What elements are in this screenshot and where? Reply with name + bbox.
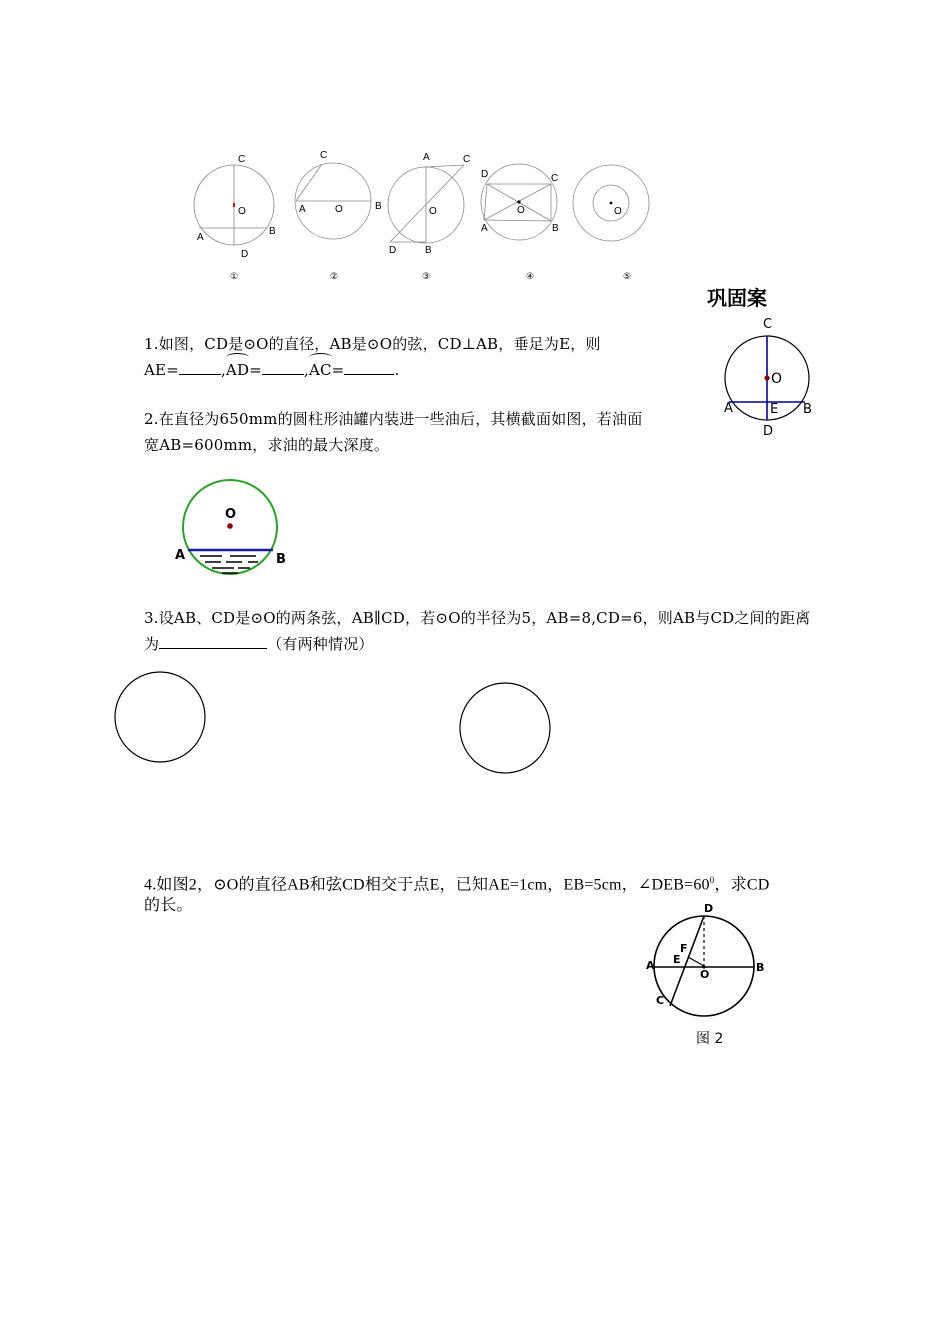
- fig1-label-a: A: [197, 232, 204, 243]
- q1-comma-1: ,: [220, 361, 226, 379]
- q1-fig-label-c: C: [763, 317, 773, 332]
- q1-arc-ad: AD: [226, 357, 249, 383]
- fig2-label-a: A: [299, 204, 306, 215]
- fig3-label-o: O: [429, 206, 437, 217]
- fig3-label-b: B: [425, 245, 432, 256]
- fig5-label-o: O: [614, 206, 622, 217]
- fig4-label-b: B: [552, 223, 559, 234]
- fig3-label-d: D: [389, 245, 397, 256]
- q1-fig-label-e: E: [770, 402, 779, 417]
- question-2-line-1: 2.在直径为650mm的圆柱形油罐内装进一些油后，其横截面如图，若油面: [144, 410, 643, 428]
- q4-text: 4.如图2，⊙O的直径AB和弦CD相交于点E，已知AE=1cm，EB=5cm，∠DEB=60: [144, 876, 710, 894]
- q4-fig-caption: 图 2: [696, 1031, 724, 1047]
- fig3-label-a: A: [423, 152, 430, 163]
- question-4-line-2: 的长。: [144, 897, 193, 914]
- q4-fig-label-f: F: [680, 942, 688, 955]
- q4-text-end: ，求CD: [714, 876, 770, 894]
- q1-fig-label-o: O: [771, 371, 783, 387]
- q4-fig-label-e: E: [673, 953, 681, 966]
- fig3-label-c: C: [463, 154, 471, 165]
- question-3-line-1: 3.设AB、CD是⊙O的两条弦，AB∥CD，若⊙O的半径为5，AB=8,CD=6，则AB与CD之间的距离: [144, 609, 811, 627]
- q1-eq-2: =: [331, 361, 345, 379]
- fig2-number: ②: [330, 272, 339, 282]
- section-title: 巩固案: [707, 286, 767, 310]
- q1-fig-label-d: D: [763, 424, 774, 439]
- fig1-label-o: O: [238, 206, 246, 217]
- q4-degree-sup: 0: [709, 875, 715, 885]
- fig2-label-b: B: [375, 201, 382, 212]
- q3-note: （有两种情况）: [267, 635, 374, 653]
- q3-prefix: 为: [144, 635, 160, 653]
- question-1-line-1: 1.如图，CD是⊙O的直径，AB是⊙O的弦，CD⊥AB，垂足为E，则: [144, 335, 601, 353]
- fig4-label-a: A: [481, 223, 488, 234]
- q1-arc-ac: AC: [309, 357, 332, 383]
- fig1-label-c: C: [238, 154, 246, 165]
- fig4-number: ④: [526, 272, 535, 282]
- fig3-number: ③: [422, 272, 431, 282]
- q4-fig-label-a: A: [646, 959, 655, 972]
- q4-fig-label-o: O: [700, 968, 710, 981]
- fig4-label-o: O: [517, 205, 525, 216]
- fig2-label-o: O: [335, 204, 343, 215]
- q4-fig-label-d: D: [704, 902, 714, 915]
- q2-fig-label-o: O: [225, 507, 237, 522]
- fig1-label-d: D: [241, 249, 249, 260]
- q4-fig-label-b: B: [756, 961, 765, 974]
- fig4-label-c: C: [551, 173, 559, 184]
- q2-fig-label-b: B: [276, 552, 286, 567]
- q1-eq-1: =: [249, 361, 262, 379]
- fig1-number: ①: [230, 272, 239, 282]
- q1-period: .: [394, 361, 400, 379]
- q1-fig-label-a: A: [724, 401, 733, 416]
- fig2-label-c: C: [320, 150, 328, 161]
- fig1-label-b: B: [269, 226, 276, 237]
- q1-ae-label: AE=: [144, 361, 179, 379]
- q1-fig-label-b: B: [803, 402, 812, 417]
- fig5-number: ⑤: [623, 272, 632, 282]
- q1-comma-2: ,: [303, 361, 309, 379]
- question-2-line-2: 宽AB=600mm，求油的最大深度。: [144, 436, 390, 454]
- q2-fig-label-a: A: [175, 548, 186, 563]
- q4-fig-label-c: C: [656, 994, 665, 1007]
- fig4-label-d: D: [481, 169, 489, 180]
